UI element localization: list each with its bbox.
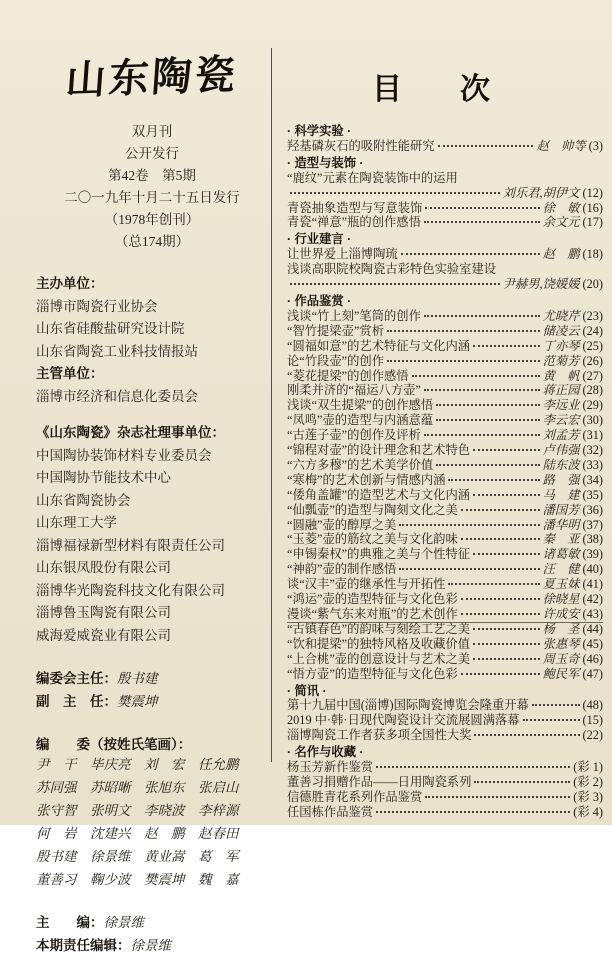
toc-entry-title: “悟方壶”的造型特征与文化色彩 — [287, 666, 458, 681]
toc-entry-title: “申锡秦权”的典雅之美与个性特征 — [287, 547, 471, 562]
organizers-block — [36, 273, 268, 408]
toc-entry-authors: 储凌云 — [542, 323, 580, 338]
toc-entry-title: “鹿纹”元素在陶瓷装饰中的运用 — [287, 170, 458, 185]
council-item: 山东理工大学 — [36, 515, 117, 530]
toc-entry-page: (12) — [582, 185, 603, 200]
toc-entry — [287, 215, 603, 230]
issue-editor-line — [36, 934, 268, 957]
dotted-leader — [387, 330, 540, 332]
dotted-leader — [473, 628, 540, 630]
toc-entry-page: (37) — [582, 517, 603, 532]
toc-entry-authors: 卢伟强 — [542, 443, 580, 458]
toc-entry-authors: 潘华明 — [542, 517, 580, 532]
deputy-name: 樊震坤 — [117, 694, 158, 709]
dotted-leader — [461, 613, 540, 615]
committee-member-list — [36, 753, 268, 891]
dotted-leader — [436, 419, 539, 421]
toc-entry-page: (18) — [582, 247, 603, 262]
committee-director-line — [36, 667, 268, 690]
toc-entry — [287, 790, 603, 805]
toc-entry-authors: 汪 健 — [542, 562, 580, 577]
supervisor-list — [36, 386, 268, 409]
toc-entry-page: (29) — [582, 398, 603, 413]
dotted-leader — [474, 781, 570, 783]
toc-entry-title: “上合桃”壶的创意设计与艺术之美 — [287, 651, 471, 666]
toc-entry — [287, 622, 603, 637]
council-item: 中国陶协节能技术中心 — [36, 470, 171, 485]
masthead-column — [36, 40, 268, 957]
dotted-leader — [424, 434, 540, 436]
toc-section-header: · 造型与装饰 · — [287, 155, 364, 170]
toc-entry-authors: 范菊芳 — [542, 353, 580, 368]
toc-entry-title: “六方多穆”的艺术美学价值 — [287, 457, 434, 472]
toc-entry-title: “菱花提梁”的创作感悟 — [287, 368, 409, 383]
committee-row: 尹 干 毕庆亮 刘 宏 任允鹏 — [36, 757, 239, 772]
toc-entry-title: 淄博陶瓷工作者获多项全国性大奖 — [287, 728, 472, 743]
toc-entry-title: “神韵”壶的制作感悟 — [287, 562, 397, 577]
chief-editor-label: 主 编： — [36, 915, 104, 930]
toc-entry-page: (46) — [582, 651, 603, 666]
dotted-leader — [425, 207, 539, 209]
toc-entry — [287, 488, 603, 503]
council-item: 淄博鲁玉陶瓷有限公司 — [36, 605, 171, 620]
dotted-leader — [290, 283, 500, 285]
toc-entry — [287, 698, 603, 713]
toc-entry-authors: 许成安 — [542, 607, 580, 621]
toc-entry-title: 浅谈“竹上刻”笔筒的创作 — [287, 308, 421, 323]
dotted-leader — [448, 583, 539, 585]
toc-entry — [287, 369, 603, 384]
dotted-leader — [473, 553, 540, 555]
toc-entry-page: (36) — [582, 502, 603, 517]
toc-entry-title: “锦程对壶”的设计理念和艺术特色 — [287, 443, 471, 458]
toc-entry-title: 浅谈“双生提梁”的创作感悟 — [287, 398, 434, 413]
dotted-leader — [448, 479, 539, 481]
toc-entry — [287, 473, 603, 488]
toc-entry-authors: 李云宏 — [542, 413, 580, 428]
toc-entry-title: “古莲子壶”的创作及评析 — [287, 428, 421, 443]
council-item: 山东银凤股份有限公司 — [36, 560, 171, 575]
toc-entry — [287, 398, 603, 413]
chief-editor-line — [36, 911, 268, 934]
host-label: 主办单位： — [36, 276, 104, 291]
organizer-item: 山东省硅酸盐研究设计院 — [36, 321, 185, 336]
toc-entry — [287, 428, 603, 443]
toc-entry — [287, 247, 603, 262]
toc-entry-authors: 徐 敏 — [542, 200, 580, 215]
supervisor-label: 主管单位： — [36, 366, 104, 381]
organizer-item: 淄博市陶瓷行业协会 — [36, 298, 158, 314]
toc-entry-authors: 马 建 — [542, 487, 580, 502]
toc-entry-page: (16) — [582, 200, 603, 215]
toc-entry-title: “饮和提梁”的独特风格及收藏价值 — [287, 636, 471, 651]
toc-entry — [287, 354, 603, 369]
dotted-leader — [523, 719, 580, 721]
toc-entry — [287, 518, 603, 533]
toc-entry-title: 信德胜青花系列作品鉴赏 — [287, 789, 423, 804]
toc-entry-title: “倭角盖罐”的造型艺术与文化内涵 — [287, 487, 471, 502]
toc-entry-authors: 黄 帆 — [542, 368, 580, 383]
toc-entry — [287, 728, 603, 743]
dotted-leader — [436, 404, 539, 406]
toc-entry-page: (48) — [582, 698, 603, 713]
committee-row: 苏同强 苏昭晰 张旭东 张启山 — [36, 780, 239, 795]
frequency-line: 双月刊 — [131, 124, 173, 139]
committee-deputy-line — [36, 690, 268, 713]
dotted-leader — [473, 449, 540, 451]
dotted-leader — [424, 221, 540, 223]
supervisor-item: 淄博市经济和信息化委员会 — [36, 388, 198, 404]
director-label: 编委会主任： — [36, 671, 117, 686]
toc-entry-title: “古镇春色”的韵味与刻绘工艺之美 — [287, 621, 471, 636]
issue-editor-name: 徐景维 — [130, 938, 171, 953]
toc-section-header: · 作品鉴赏 · — [287, 293, 352, 308]
toc-entry — [287, 532, 603, 547]
toc-entry-title: 谈“汉丰”壶的继承性与开拓性 — [287, 577, 446, 592]
dotted-leader — [473, 658, 540, 660]
council-item: 山东省陶瓷协会 — [36, 492, 131, 508]
toc-entry-title: 第十九届中国(淄博)国际陶瓷博览会隆重开幕 — [287, 698, 529, 713]
toc-entry-authors: 鲍民军 — [542, 666, 580, 681]
toc-entry-page: (22) — [582, 728, 603, 743]
toc-entry-title: “寒梅”的艺术创新与情感内涵 — [287, 472, 446, 487]
toc-entry-page: (彩 2) — [573, 774, 603, 789]
toc-entry-title: 浅谈高职院校陶瓷古彩特色实验室建设 — [287, 262, 497, 277]
toc-entry-authors: 尤晓芹 — [542, 308, 580, 323]
toc-entry-page: (24) — [582, 323, 603, 338]
toc-entry-two-line — [287, 262, 603, 292]
dotted-leader — [424, 315, 540, 317]
committee-label: 编 委（按姓氏笔画）： — [36, 737, 192, 752]
host-list — [36, 296, 268, 364]
toc-entry-authors: 潘国芳 — [542, 502, 580, 517]
toc-entry-authors: 张惠琴 — [542, 636, 580, 651]
toc-column — [287, 58, 603, 820]
toc-entry-title: 漫谈“紫气东来对瓶”的艺术创作 — [287, 607, 458, 621]
toc-entry-page: (42) — [582, 592, 603, 607]
toc-entry-page: (32) — [582, 443, 603, 458]
toc-entry — [287, 577, 603, 592]
toc-entry-page: (43) — [582, 607, 603, 621]
dotted-leader — [461, 538, 540, 540]
toc-entry-authors: 赵 帅等 — [536, 138, 586, 153]
toc-entry-page: (26) — [582, 353, 603, 368]
toc-entry — [287, 775, 603, 790]
toc-entry-title: 论“竹段壶”的创作 — [287, 353, 384, 368]
toc-entry-authors: 周玉奇 — [542, 651, 580, 666]
committee-row: 何 岩 沈建兴 赵 鹏 赵春田 — [36, 826, 239, 841]
toc-entry-authors: 蒋正园 — [542, 383, 580, 398]
toc-entry-page: (47) — [582, 666, 603, 681]
council-item: 威海爱威瓷业有限公司 — [36, 627, 171, 643]
committee-row: 张守智 张明文 李晓波 李梓源 — [36, 803, 239, 818]
toc-entry — [287, 760, 603, 775]
toc-entry-page: (23) — [582, 308, 603, 323]
toc-entry-page: (34) — [582, 472, 603, 487]
dotted-leader — [401, 253, 540, 255]
committee-row: 殷书建 徐景维 黄业嵩 葛 军 — [36, 849, 239, 864]
council-item: 淄博华光陶瓷科技文化有限公司 — [36, 582, 225, 598]
toc-entry — [287, 443, 603, 458]
toc-entry-authors: 丁亦琴 — [542, 338, 580, 353]
dotted-leader — [399, 568, 539, 570]
toc-entry-authors: 李远业 — [542, 398, 580, 413]
toc-section-header: · 行业建言 · — [287, 232, 352, 247]
toc-entry-title: 刚柔并济的“福运八方壶” — [287, 383, 421, 398]
toc-entry-authors: 余文元 — [542, 215, 580, 230]
toc-entry-title: 青瓷“禅意”瓶的创作感悟 — [287, 215, 421, 230]
toc-entry — [287, 547, 603, 562]
toc-entry-page: (彩 3) — [573, 789, 603, 804]
dotted-leader — [532, 704, 580, 706]
total-issue-line: （总174期） — [114, 234, 190, 249]
toc-entry — [287, 277, 603, 292]
dotted-leader — [461, 509, 540, 511]
council-label: 《山东陶瓷》杂志社理事单位： — [36, 425, 225, 440]
dotted-leader — [473, 345, 540, 347]
toc-entry-page: (20) — [582, 277, 603, 292]
toc-entry-page: (39) — [582, 547, 603, 562]
pub-date-line: 二〇一九年十月二十五日发行 — [64, 190, 240, 205]
toc-section-header: · 名作与收藏 · — [287, 745, 364, 760]
volume-issue-line: 第42卷 第5期 — [108, 168, 196, 183]
toc-entry-authors: 秦 亚 — [542, 532, 580, 547]
committee-row: 董善习 鞠少波 樊震坤 魏 嘉 — [36, 872, 239, 887]
toc-entry-authors: 夏玉妹 — [542, 577, 580, 592]
toc-entry-title: “玉菱”壶的筋纹之美与文化韵味 — [287, 532, 458, 547]
dotted-leader — [473, 643, 540, 645]
toc-entry — [287, 667, 603, 682]
toc-entry — [287, 458, 603, 473]
toc-entry-title: 青瓷抽象造型与写意装饰 — [287, 200, 423, 215]
dotted-leader — [474, 734, 579, 736]
toc-entry — [287, 383, 603, 398]
toc-entry — [287, 503, 603, 518]
toc-entry — [287, 805, 603, 820]
toc-entry — [287, 592, 603, 607]
council-item: 淄博福禄新型材料有限责任公司 — [36, 537, 225, 553]
dotted-leader — [376, 766, 570, 768]
toc-entry-authors: 刘乐君,胡伊文 — [502, 185, 580, 200]
toc-entry-page: (44) — [582, 621, 603, 636]
toc-entry-title: “凤鸣”壶的造型与内涵意蕴 — [287, 413, 434, 428]
council-list — [36, 445, 268, 648]
toc-entry-page: (彩 4) — [573, 804, 603, 819]
issue-editor-label: 本期责任编辑： — [36, 938, 131, 953]
toc-entry-two-line — [287, 171, 603, 201]
toc-entry-page: (45) — [582, 636, 603, 651]
toc-entry — [287, 652, 603, 667]
toc-entry-page: (40) — [582, 562, 603, 577]
toc-entry-title: 羟基磷灰石的吸附性能研究 — [287, 138, 435, 153]
dotted-leader — [425, 796, 570, 798]
dotted-leader — [424, 389, 540, 391]
journal-logo-calligraphy: 山东陶瓷 — [64, 51, 240, 104]
toc-entry — [287, 637, 603, 652]
publication-info — [36, 121, 268, 253]
toc-entry-title: 杨玉芳新作鉴赏 — [287, 760, 374, 775]
toc-entry-authors: 杨 圣 — [542, 621, 580, 636]
toc-entry-title: 董善习捐赠作品——日用陶瓷系列 — [287, 774, 472, 789]
toc-entry-page: (38) — [582, 532, 603, 547]
toc-entry-page: (彩 1) — [573, 760, 603, 775]
toc-entry-title: “圆融”壶的醇厚之美 — [287, 517, 397, 532]
toc-entry-authors: 徐晓星 — [542, 592, 580, 607]
toc-entry — [287, 562, 603, 577]
dotted-leader — [399, 524, 539, 526]
toc-entry-page: (35) — [582, 487, 603, 502]
chief-editor-name: 徐景维 — [103, 915, 144, 930]
toc-entry-page: (3) — [588, 138, 603, 153]
toc-entry-page: (25) — [582, 338, 603, 353]
council-item: 中国陶协装饰材料专业委员会 — [36, 447, 212, 463]
dotted-leader — [438, 145, 534, 147]
toc-entry-title: 2019 中·韩·日现代陶瓷设计交流展圆满落幕 — [287, 713, 520, 728]
toc-entry-title: 让世界爱上淄博陶琉 — [287, 247, 398, 262]
toc-entry-title: “仙瓢壶”的造型与陶刻文化之美 — [287, 502, 458, 517]
dotted-leader — [461, 673, 540, 675]
toc-entry — [287, 139, 603, 154]
toc-entry-title: “智竹提梁壶”赏析 — [287, 323, 384, 338]
toc-section-header: · 简讯 · — [287, 683, 327, 698]
toc-entry — [287, 201, 603, 216]
dotted-leader — [436, 464, 539, 466]
toc-entry-authors: 刘孟芳 — [542, 428, 580, 443]
dotted-leader — [376, 811, 570, 813]
director-name: 殷书建 — [117, 671, 158, 686]
dotted-leader — [290, 192, 500, 194]
toc-entry-title: 任国栋作品鉴赏 — [287, 804, 374, 819]
dotted-leader — [387, 360, 540, 362]
organizer-item: 山东省陶瓷工业科技情报站 — [36, 343, 198, 359]
toc-entry-page: (15) — [582, 713, 603, 728]
toc-entry-authors: 路 强 — [542, 472, 580, 487]
dotted-leader — [473, 494, 540, 496]
toc-entry — [287, 413, 603, 428]
toc-entry — [287, 713, 603, 728]
toc-entry-page: (27) — [582, 368, 603, 383]
toc-entry-title: “圆福如意”的艺术特征与文化内涵 — [287, 338, 471, 353]
toc-entry-page: (33) — [582, 457, 603, 472]
founded-line: （1978年创刊） — [104, 212, 200, 227]
toc-entry-page: (41) — [582, 577, 603, 592]
toc-entry — [287, 607, 603, 622]
toc-entry-page: (28) — [582, 383, 603, 398]
toc-entry-authors: 尹赫男,饶媛媛 — [502, 277, 580, 292]
column-divider-rule — [271, 48, 272, 762]
toc-title: 目 次 — [372, 73, 504, 106]
toc-entry-page: (17) — [582, 215, 603, 230]
dotted-leader — [461, 598, 540, 600]
deputy-label: 副 主 任： — [36, 694, 117, 709]
toc-entry-page: (31) — [582, 428, 603, 443]
toc-entry-authors: 陆东波 — [542, 457, 580, 472]
toc-entry — [287, 309, 603, 324]
toc-entry-page: (30) — [582, 413, 603, 428]
toc-entry — [287, 186, 603, 201]
toc-section-header: · 科学实验 · — [287, 124, 352, 138]
dotted-leader — [412, 375, 540, 377]
distribution-line: 公开发行 — [125, 146, 179, 161]
toc-entry — [287, 324, 603, 339]
council-block — [36, 422, 268, 647]
toc-entry — [287, 339, 603, 354]
toc-entry-title: “鸿运”壶的造型特征与文化色彩 — [287, 592, 458, 607]
toc-list — [287, 124, 603, 820]
toc-entry-authors: 赵 鹏 — [542, 247, 580, 262]
toc-entry-authors: 诸葛敏 — [542, 547, 580, 562]
